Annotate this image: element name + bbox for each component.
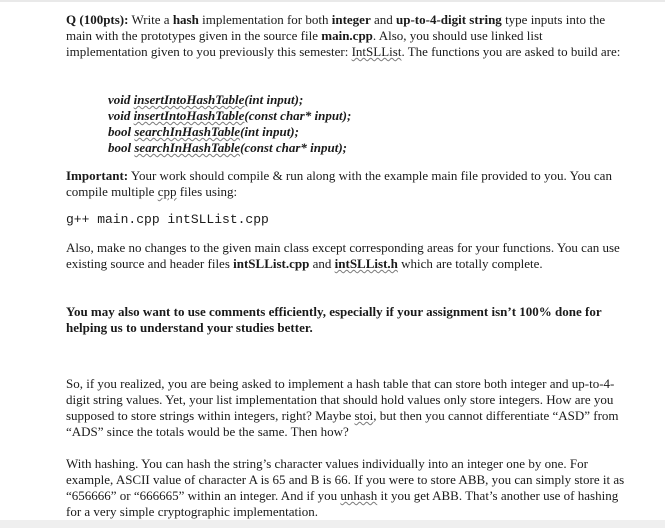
hashing-paragraph: With hashing. You can hash the string’s character values individually into an integer one by one. For example, ASCII value of character A is 65 and B is 66. If you were to store ABB, you can simply store it as “656666” or “666665” within an integer. And if you unhash it you get ABB. That’s another use of hashing for a very simple cryptographic implementation. <box>66 456 625 519</box>
comments-note: You may also want to use comments efficiently, especially if your assignment isn’t 100% done for helping us to understand your studies better. <box>66 304 602 335</box>
compile-command: g++ main.cpp intSLList.cpp <box>66 212 269 227</box>
prototype-4: bool searchInHashTable(const char* input); <box>108 140 347 155</box>
bottom-band <box>0 520 665 528</box>
prototype-2: void insertIntoHashTable(const char* input); <box>108 108 352 123</box>
top-border <box>0 0 665 2</box>
question-label: Q (100pts): <box>66 12 129 27</box>
prototype-3: bool searchInHashTable(int input); <box>108 124 299 139</box>
important-paragraph: Important: Your work should compile & run along with the example main file provided to you. You can compile multiple cpp files using: <box>66 168 612 199</box>
question-paragraph: Q (100pts): Write a hash implementation for both integer and up-to-4-digit string type inputs into the main with the prototypes given in the source file main.cpp. Also, you should use linked list implementation given to you previously this semester: IntSLList. The functions you are asked to build are: <box>66 12 621 59</box>
prototype-1: void insertIntoHashTable(int input); <box>108 92 304 107</box>
important-label: Important: <box>66 168 129 183</box>
intsllist-link: IntSLList <box>351 44 402 59</box>
realize-paragraph: So, if you realized, you are being asked to implement a hash table that can store both integer and up-to-4-digit string values. Yet, your list implementation that should hold values only store integers. How are you supposed to store strings within integers, right? Maybe stoi, but then you cannot differentiate “ASD” from “ADS” since the totals would be the same. Then how? <box>66 376 619 439</box>
changes-paragraph: Also, make no changes to the given main class except corresponding areas for your functions. You can use existing source and header files intSLList.cpp and intSLList.h which are totally complete. <box>66 240 620 271</box>
